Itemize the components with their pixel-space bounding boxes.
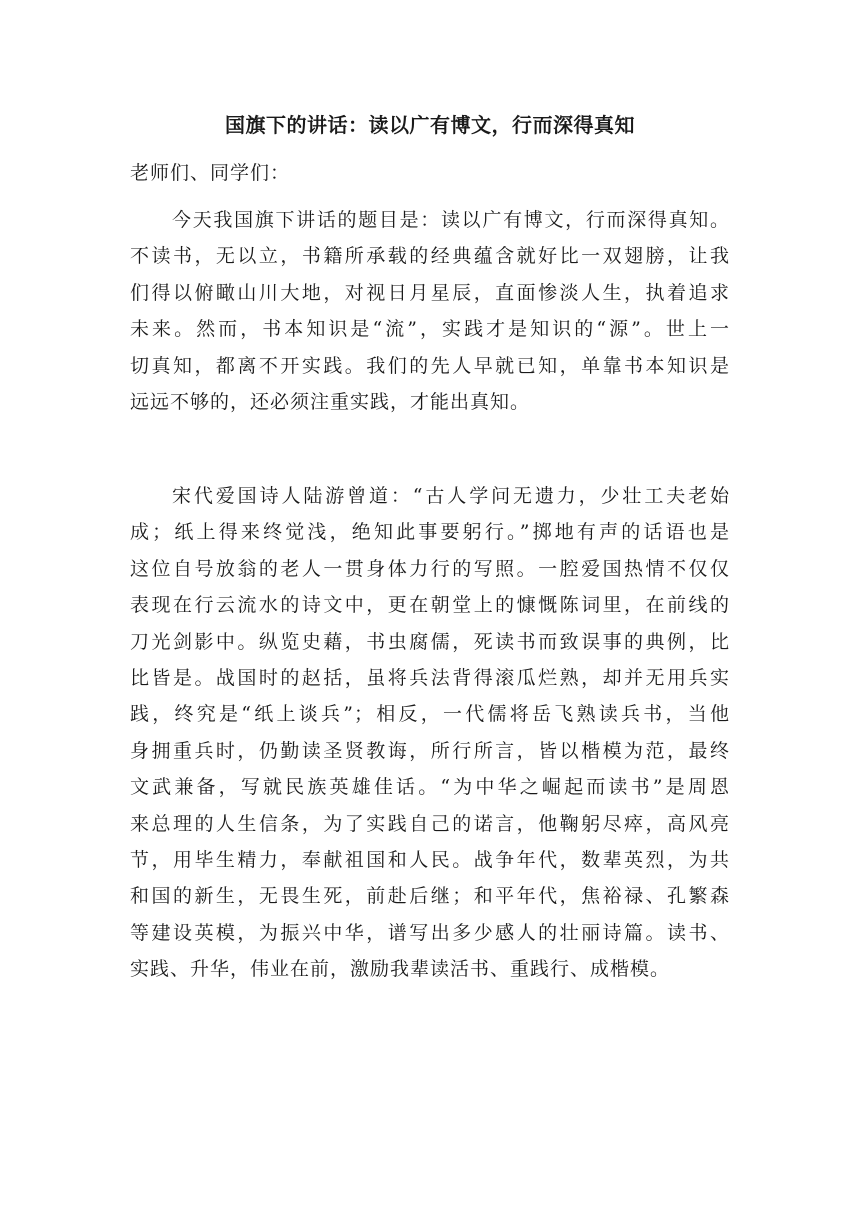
- paragraph-1: [130, 202, 730, 420]
- paragraph-line: 们得以俯瞰山川大地，对视日月星辰，直面惨淡人生，执着追求: [130, 281, 730, 304]
- salutation: 老师们、同学们：: [130, 162, 291, 184]
- paragraph-2: [130, 478, 730, 988]
- paragraph-line: 节，用毕生精力，奉献祖国和人民。战争年代，数辈英烈，为共: [130, 849, 730, 872]
- paragraph-line: 成；纸上得来终觉浅，绝知此事要躬行。”掷地有声的话语也是: [130, 521, 730, 544]
- paragraph-line: 来总理的人生信条，为了实践自己的诺言，他鞠躬尽瘁，高风亮: [130, 812, 730, 835]
- paragraph-line: 身拥重兵时，仍勤读圣贤教诲，所行所言，皆以楷模为范，最终: [130, 739, 730, 762]
- paragraph-line: 实践、升华，伟业在前，激励我辈读活书、重践行、成楷模。: [130, 958, 671, 981]
- document-title: 国旗下的讲话：读以广有博文，行而深得真知: [225, 113, 635, 137]
- paragraph-line: 远远不够的，还必须注重实践，才能出真知。: [130, 391, 531, 414]
- paragraph-line: 切真知，都离不开实践。我们的先人早就已知，单靠书本知识是: [130, 354, 730, 377]
- paragraph-line: 文武兼备，写就民族英雄佳话。“为中华之崛起而读书”是周恩: [130, 776, 730, 799]
- paragraph-line: 等建设英模，为振兴中华，谱写出多少感人的壮丽诗篇。读书、: [130, 921, 730, 944]
- paragraph-line: 不读书，无以立，书籍所承载的经典蕴含就好比一双翅膀，让我: [130, 245, 730, 268]
- paragraph-line: 未来。然而，书本知识是“流”，实践才是知识的“源”。世上一: [130, 318, 730, 341]
- paragraph-line: 今天我国旗下讲话的题目是：读以广有博文，行而深得真知。: [172, 209, 730, 231]
- paragraph-line: 刀光剑影中。纵览史藉，书虫腐儒，死读书而致误事的典例，比: [130, 630, 730, 653]
- paragraph-line: 践，终究是“纸上谈兵”；相反，一代儒将岳飞熟读兵书，当他: [130, 703, 730, 726]
- paragraph-line: 这位自号放翁的老人一贯身体力行的写照。一腔爱国热情不仅仅: [130, 557, 730, 580]
- paragraph-line: 比皆是。战国时的赵括，虽将兵法背得滚瓜烂熟，却并无用兵实: [130, 667, 730, 690]
- paragraph-line: 宋代爱国诗人陆游曾道：“古人学问无遗力，少壮工夫老始: [172, 485, 730, 507]
- paragraph-line: 表现在行云流水的诗文中，更在朝堂上的慷慨陈词里，在前线的: [130, 594, 730, 617]
- paragraph-line: 和国的新生，无畏生死，前赴后继；和平年代，焦裕禄、孔繁森: [130, 885, 730, 908]
